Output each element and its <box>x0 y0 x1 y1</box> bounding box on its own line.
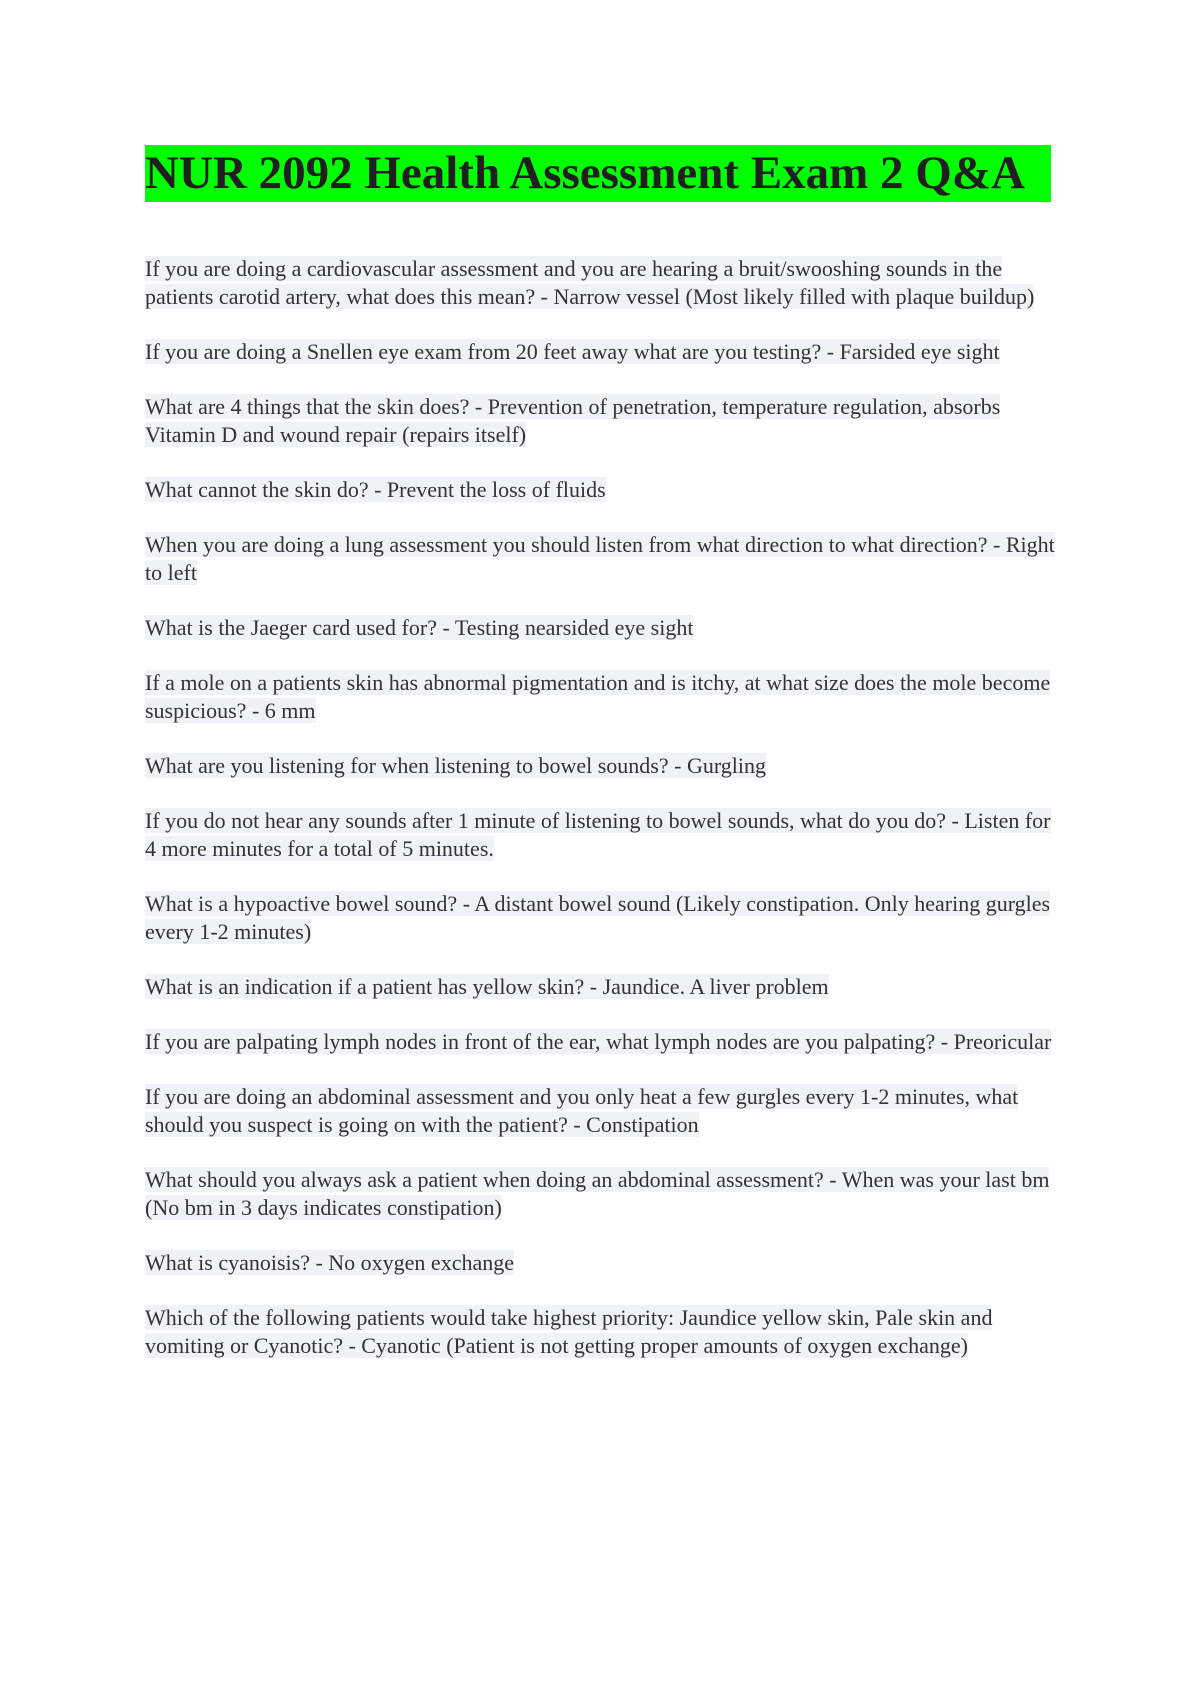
qa-text: What are 4 things that the skin does? - Prevention of penetration, temperature regulation, absorbs Vitamin D and wound repair (repairs itself) <box>145 394 1001 447</box>
qa-text: If a mole on a patients skin has abnormal pigmentation and is itchy, at what size does the mole become suspicious? - 6 mm <box>145 670 1051 723</box>
qa-text: If you are doing a cardiovascular assessment and you are hearing a bruit/swooshing sounds in the patients carotid artery, what does this mean? - Narrow vessel (Most likely filled with plaque buildup) <box>145 256 1035 309</box>
qa-item <box>145 1083 1065 1139</box>
qa-item <box>145 669 1065 725</box>
qa-item <box>145 614 1065 642</box>
qa-text: What is an indication if a patient has yellow skin? - Jaundice. A liver problem <box>145 974 829 999</box>
qa-text: What should you always ask a patient when doing an abdominal assessment? - When was your last bm (No bm in 3 days indicates constipation) <box>145 1167 1050 1220</box>
qa-text: If you are doing an abdominal assessment and you only heat a few gurgles every 1-2 minutes, what should you suspect is going on with the patient? - Constipation <box>145 1084 1019 1137</box>
qa-item <box>145 531 1065 587</box>
qa-item <box>145 807 1065 863</box>
qa-text: What cannot the skin do? - Prevent the loss of fluids <box>145 477 606 502</box>
qa-list <box>145 255 1065 1387</box>
qa-item <box>145 1249 1065 1277</box>
qa-item <box>145 338 1065 366</box>
qa-item <box>145 255 1065 311</box>
qa-item <box>145 1304 1065 1360</box>
qa-text: If you do not hear any sounds after 1 minute of listening to bowel sounds, what do you do? - Listen for 4 more minutes for a total of 5 minutes. <box>145 808 1051 861</box>
qa-item <box>145 890 1065 946</box>
qa-text: When you are doing a lung assessment you should listen from what direction to what direction? - Right to left <box>145 532 1055 585</box>
qa-text: If you are doing a Snellen eye exam from 20 feet away what are you testing? - Farsided eye sight <box>145 339 1000 364</box>
qa-text: What is the Jaeger card used for? - Testing nearsided eye sight <box>145 615 694 640</box>
qa-item <box>145 1166 1065 1222</box>
qa-item <box>145 393 1065 449</box>
qa-item <box>145 752 1065 780</box>
qa-item <box>145 476 1065 504</box>
qa-text: Which of the following patients would take highest priority: Jaundice yellow skin, Pale skin and vomiting or Cyanotic? - Cyanotic (Patient is not getting proper amounts of oxygen exchange) <box>145 1305 993 1358</box>
qa-text: What is cyanoisis? - No oxygen exchange <box>145 1250 514 1275</box>
qa-text: What are you listening for when listening to bowel sounds? - Gurgling <box>145 753 766 778</box>
qa-item <box>145 973 1065 1001</box>
qa-item <box>145 1028 1065 1056</box>
qa-text: What is a hypoactive bowel sound? - A distant bowel sound (Likely constipation. Only hearing gurgles every 1-2 minutes) <box>145 891 1051 944</box>
qa-text: If you are palpating lymph nodes in front of the ear, what lymph nodes are you palpating? - Preoricular <box>145 1029 1052 1054</box>
document-title: NUR 2092 Health Assessment Exam 2 Q&A <box>145 145 1051 202</box>
